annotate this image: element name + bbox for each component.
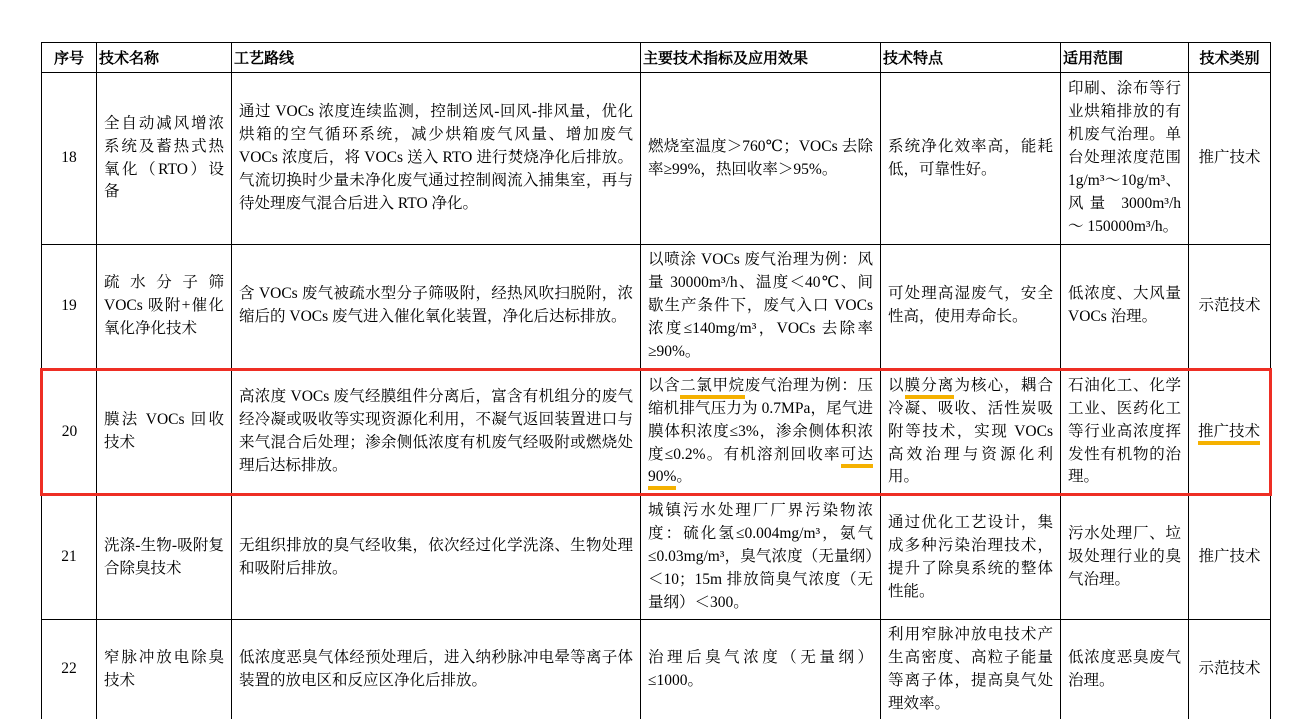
cell-row19-features: 可处理高湿废气，安全性高，使用寿命长。 — [881, 245, 1061, 370]
cell-row20-name: 膜法 VOCs 回收技术 — [97, 369, 232, 495]
technology-table — [40, 42, 1272, 719]
cell-row20-indicators: 以含二氯甲烷废气治理为例：压缩机排气压力为 0.7MPa，尾气进膜体积浓度≤3%，渗余侧体积浓度≤0.2%。有机溶剂回收率可达 90%。 — [641, 369, 881, 495]
header-cell-process: 工艺路线 — [232, 43, 641, 73]
cell-row18-scope: 印刷、涂布等行业烘箱排放的有机废气治理。单台处理浓度范围 1g/m³～10g/m³、风量 3000m³/h ～ 150000m³/h。 — [1061, 73, 1189, 245]
cell-row19-indicators: 以喷涂 VOCs 废气治理为例：风量 30000m³/h、温度＜40℃、间歇生产条件下，废气入口 VOCs 浓度≤140mg/m³，VOCs 去除率≥90%。 — [641, 245, 881, 370]
cell-row18-no: 18 — [42, 73, 97, 245]
cell-row18-category: 推广技术 — [1189, 73, 1271, 245]
cell-row18-process: 通过 VOCs 浓度连续监测，控制送风-回风-排风量，优化烘箱的空气循环系统，减少烘箱废气风量、增加废气 VOCs 浓度后，将 VOCs 送入 RTO 进行焚烧净化后排放。气流切换时少量未净化废气通过控制阀流入捕集室，再与待处理废气混合后进入 RTO 净化。 — [232, 73, 641, 245]
cell-row21-features: 通过优化工艺设计，集成多种污染治理技术，提升了除臭系统的整体性能。 — [881, 495, 1061, 620]
cell-row19-category: 示范技术 — [1189, 245, 1271, 370]
cell-row18-features: 系统净化效率高，能耗低，可靠性好。 — [881, 73, 1061, 245]
yellow-underline-highlight: 可达 90% — [648, 446, 873, 491]
cell-row22-no: 22 — [42, 620, 97, 719]
header-cell-indicators: 主要技术指标及应用效果 — [641, 43, 881, 73]
cell-row21-name: 洗涤-生物-吸附复合除臭技术 — [97, 495, 232, 620]
cell-row22-name: 窄脉冲放电除臭技术 — [97, 620, 232, 719]
cell-row21-scope: 污水处理厂、垃圾处理行业的臭气治理。 — [1061, 495, 1189, 620]
cell-row18-indicators: 燃烧室温度＞760℃；VOCs 去除率≥99%，热回收率＞95%。 — [641, 73, 881, 245]
cell-row20-no: 20 — [42, 369, 97, 495]
cell-row20-category — [1189, 369, 1271, 495]
cell-row19-scope: 低浓度、大风量 VOCs 治理。 — [1061, 245, 1189, 370]
yellow-underline-highlight: 膜分离 — [905, 377, 955, 399]
cell-row20-process: 高浓度 VOCs 废气经膜组件分离后，富含有机组分的废气经冷凝或吸收等实现资源化利用，不凝气返回装置进口与来气混合后处理；渗余侧低浓度有机废气经吸附或燃烧处理后达标排放。 — [232, 369, 641, 495]
yellow-underline-highlight: 二氯甲烷 — [680, 377, 744, 399]
cell-row20-scope: 石油化工、化学工业、医药化工等行业高浓度挥发性有机物的治理。 — [1061, 369, 1189, 495]
header-cell-scope: 适用范围 — [1061, 43, 1189, 73]
header-cell-no: 序号 — [42, 43, 97, 73]
cell-row22-category: 示范技术 — [1189, 620, 1271, 719]
cell-row18-name: 全自动减风增浓系统及蓄热式热氧化（RTO）设备 — [97, 73, 232, 245]
cell-row21-no: 21 — [42, 495, 97, 620]
table-row-22 — [42, 620, 1271, 719]
header-cell-features: 技术特点 — [881, 43, 1061, 73]
cell-row19-no: 19 — [42, 245, 97, 370]
table-row-21 — [42, 495, 1271, 620]
cell-row19-name: 疏水分子筛 VOCs 吸附+催化氧化净化技术 — [97, 245, 232, 370]
table-row-18 — [42, 73, 1271, 245]
yellow-underline-highlight: 推广技术 — [1198, 423, 1260, 445]
cell-row21-category: 推广技术 — [1189, 495, 1271, 620]
cell-row22-indicators: 治理后臭气浓度（无量纲）≤1000。 — [641, 620, 881, 719]
header-cell-name: 技术名称 — [97, 43, 232, 73]
cell-row22-scope: 低浓度恶臭废气治理。 — [1061, 620, 1189, 719]
cell-row22-features: 利用窄脉冲放电技术产生高密度、高粒子能量等离子体，提高臭气处理效率。 — [881, 620, 1061, 719]
header-cell-category: 技术类别 — [1189, 43, 1271, 73]
table-row-19 — [42, 245, 1271, 370]
cell-row22-process: 低浓度恶臭气体经预处理后，进入纳秒脉冲电晕等离子体装置的放电区和反应区净化后排放。 — [232, 620, 641, 719]
cell-row21-indicators: 城镇污水处理厂厂界污染物浓度：硫化氢≤0.004mg/m³，氨气≤0.03mg/m³，臭气浓度（无量纲）＜10；15m 排放筒臭气浓度（无量纲）＜300。 — [641, 495, 881, 620]
table-row-20-highlighted — [42, 369, 1271, 495]
cell-row20-features: 以膜分离为核心，耦合冷凝、吸收、活性炭吸附等技术，实现 VOCs 高效治理与资源化利用。 — [881, 369, 1061, 495]
header-row — [42, 43, 1271, 73]
cell-row21-process: 无组织排放的臭气经收集，依次经过化学洗涤、生物处理和吸附后排放。 — [232, 495, 641, 620]
cell-row19-process: 含 VOCs 废气被疏水型分子筛吸附，经热风吹扫脱附，浓缩后的 VOCs 废气进入催化氧化装置，净化后达标排放。 — [232, 245, 641, 370]
